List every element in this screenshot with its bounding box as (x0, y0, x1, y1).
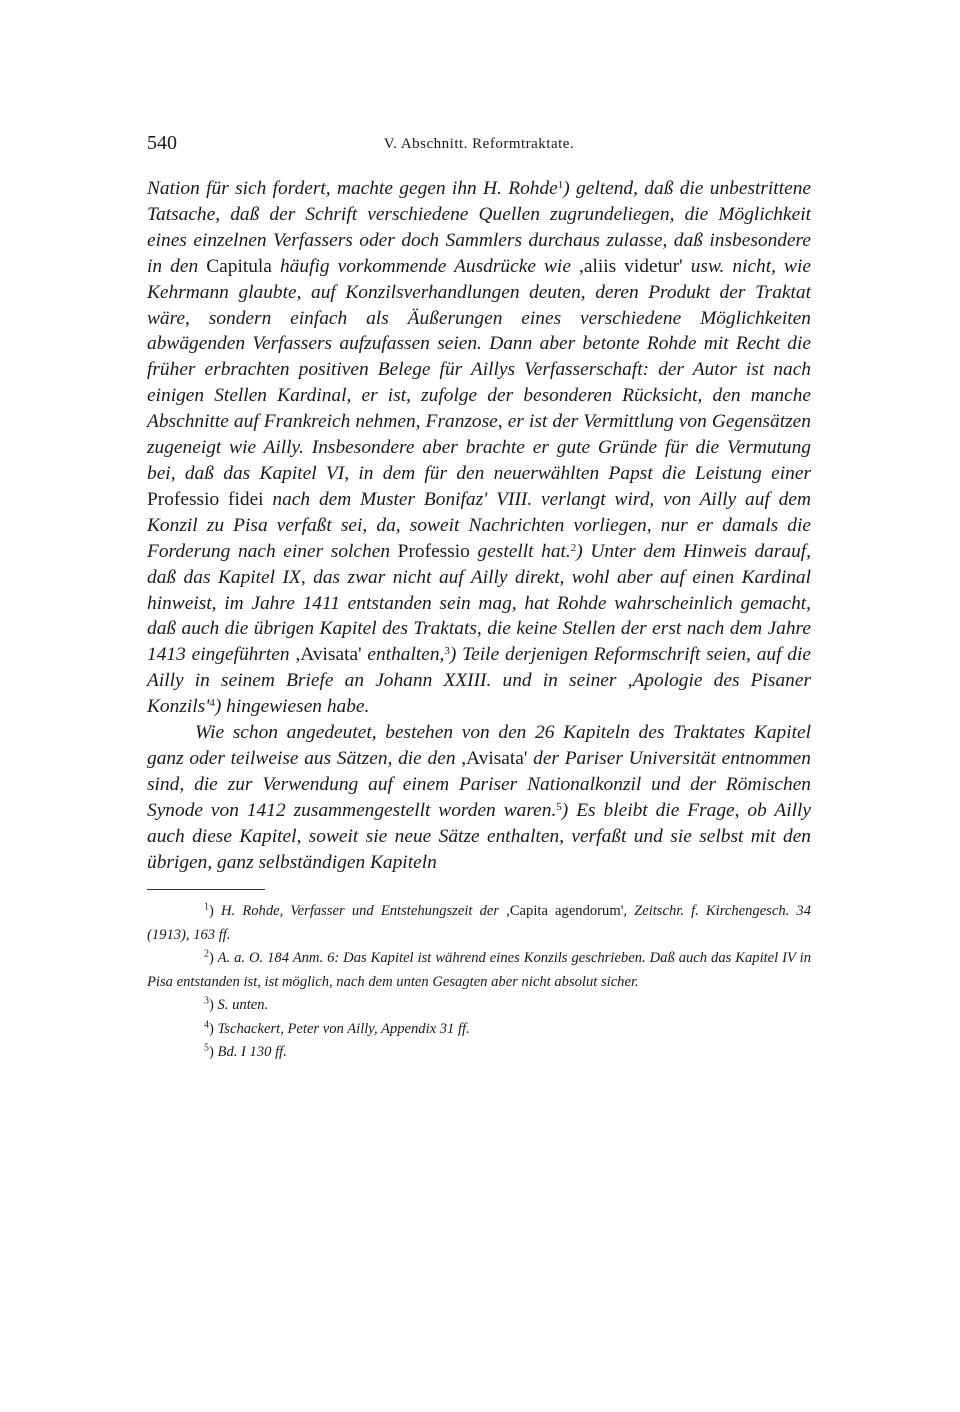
footnotes (147, 900, 811, 1065)
running-title: V. Abschnitt. Reformtraktate. (383, 136, 575, 152)
footnote-divider (147, 889, 265, 890)
footnote-ref-2[interactable]: 2 (570, 541, 577, 554)
page (147, 132, 811, 1065)
footnote-ref-4[interactable]: 4 (209, 697, 215, 710)
main-text (147, 176, 811, 875)
paragraph-2: Wie schon angedeutet, bestehen von den 26 Kapiteln des Traktates Kapitel ganz oder teilweise aus Sätzen, die den ,Avisata' der Pariser Universität entnommen sind, die zur Verwendung auf einem Pariser Nationalkonzil und der Römischen Synode von 1412 zusammengestellt worden waren.$^5$) Es bleibt die Frage, ob Ailly auch diese Kapitel, soweit sie neue Sätze enthalten, verfaßt und sie selbst mit den übrigen, ganz selbständigen Kapiteln (147, 722, 811, 873)
footnote-2: $^2$) A. a. O. 184 Anm. 6: Das Kapitel ist während eines Konzils geschrieben. Daß auch das Kapitel IV in Pisa entstanden ist, ist möglich, nach dem unten Gesagten aber nicht absolut sicher. (147, 948, 811, 990)
paragraph-1: Nation für sich fordert, machte gegen ihn H. Rohde$^1$) geltend, daß die unbestrittene Tatsache, daß der Schrift verschiedene Quellen zugrundeliegen, die Möglichkeit eines einzelnen Verfassers oder doch Sammlers durchaus zulasse, daß insbesondere in den Capitula häufig vorkommende Ausdrücke wie ,aliis videtur' usw. nicht, wie Kehrmann glaubte, auf Konzilsverhandlungen deuten, deren Produkt der Traktat wäre, sondern einfach als Äußerungen eines verschiedene Möglichkeiten abwägenden Verfassers aufzufassen seien. Dann aber betonte Rohde mit Recht die früher erbrachten positiven Belege für Aillys Verfasserschaft: der Autor ist nach einigen Stellen Kardinal, er ist, zufolge der besonderen Rücksicht, den manche Abschnitte auf Frankreich nehmen, Franzose, er ist der Vermittlung von Gegensätzen zugeneigt wie Ailly. Insbesondere aber brachte er gute Gründe für die Vermutung bei, daß das Kapitel VI, in dem für den neuerwählten Papst die Leistung einer Professio fidei nach dem Muster Bonifaz' VIII. verlangt wird, von Ailly auf dem Konzil zu Pisa verfaßt sei, da, soweit Nachrichten vorliegen, nur er damals die Forderung nach einer solchen Professio gestellt hat.$^2$) Unter dem Hinweis darauf, daß das Kapitel IX, das zwar nicht auf Ailly direkt, wohl aber auf einen Kardinal hinweist, im Jahre 1411 entstanden sein mag, hat Rohde wahrscheinlich gemacht, daß auch die übrigen Kapitel des Traktats, die keine Stellen der erst nach dem Jahre 1413 eingeführten ,Avisata' enthalten,$^3$) Teile derjenigen Reformschrift seien, auf die Ailly in seinem Briefe an Johann XXIII. und in seiner ,Apologie des Pisaner $Konzils'^4$) hingewiesen habe. (147, 178, 812, 718)
footnote-ref-5[interactable]: 5 (556, 800, 562, 813)
footnote-5: $^5$) Bd. I 130 ff. (204, 1042, 287, 1061)
page-number: 540 (147, 132, 177, 154)
footnote-4: $^4$) Tschackert, Peter von Ailly, Appendix 31 ff. (204, 1019, 470, 1037)
footnote-1: $^1$) H. Rohde, Verfasser und Entstehungszeit der ,Capita agendorum', Zeitschr. f. Kirchengesch. 34 (1913), 163 ff. (147, 901, 812, 943)
page-header (147, 132, 811, 162)
footnote-ref-1[interactable]: 1 (557, 178, 564, 191)
footnote-ref-3[interactable]: 3 (444, 645, 450, 658)
footnote-3: $^3$) S. unten. (204, 995, 269, 1014)
